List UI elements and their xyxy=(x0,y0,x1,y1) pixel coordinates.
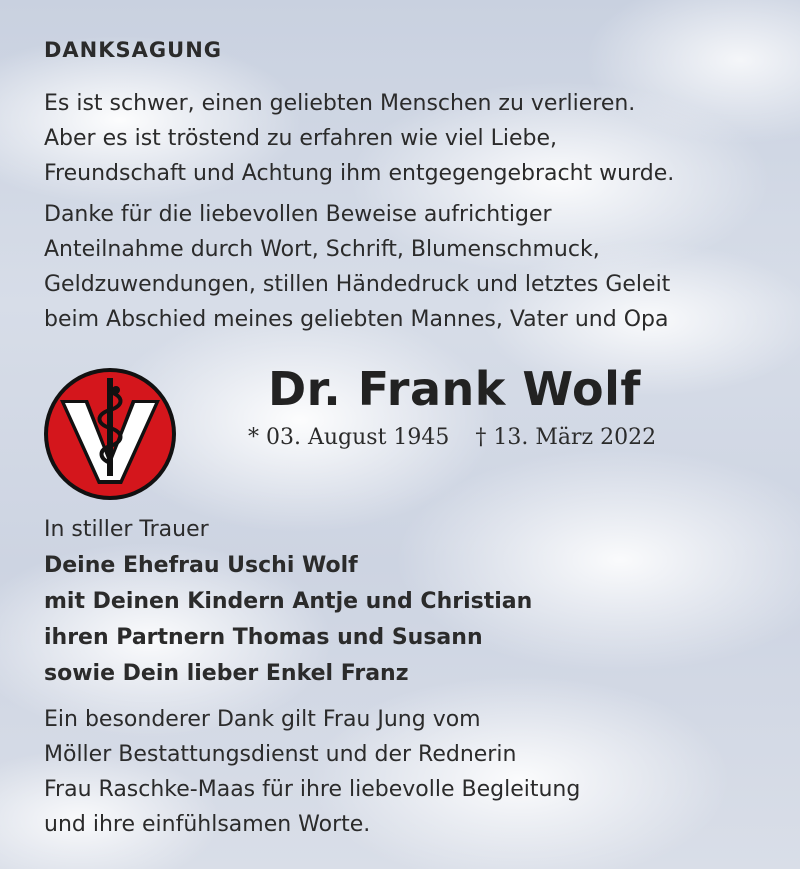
deceased-name: Dr. Frank Wolf xyxy=(268,362,641,416)
veterinary-v-staff-icon xyxy=(42,366,178,502)
mourning-intro: In stiller Trauer xyxy=(44,517,209,542)
intro-paragraph: Es ist schwer, einen geliebten Menschen zu verlieren. Aber es ist tröstend zu erfahren wie viel Liebe, Freundschaft und Achtung ihm entgegengebracht wurde. xyxy=(44,91,675,186)
death-date: † 13. März 2022 xyxy=(475,425,657,450)
family-line: Deine Ehefrau Uschi Wolf xyxy=(44,553,358,578)
birth-date: * 03. August 1945 xyxy=(248,425,450,450)
family-line: mit Deinen Kindern Antje und Christian xyxy=(44,589,533,614)
life-dates xyxy=(248,425,656,450)
family-line: ihren Partnern Thomas und Susann xyxy=(44,625,483,650)
family-line: sowie Dein lieber Enkel Franz xyxy=(44,661,409,686)
special-thanks-paragraph: Ein besonderer Dank gilt Frau Jung vom Möller Bestattungsdienst und der Rednerin Frau Raschke-Maas für ihre liebevolle Begleitung und ihre einfühlsamen Worte. xyxy=(44,707,581,837)
heading: DANKSAGUNG xyxy=(44,38,223,62)
family-list xyxy=(44,548,532,692)
thanks-paragraph: Danke für die liebevollen Beweise aufrichtiger Anteilnahme durch Wort, Schrift, Blumenschmuck, Geldzuwendungen, stillen Händedruck und letztes Geleit beim Abschied meines geliebten Mannes, Vater und Opa xyxy=(44,202,671,332)
